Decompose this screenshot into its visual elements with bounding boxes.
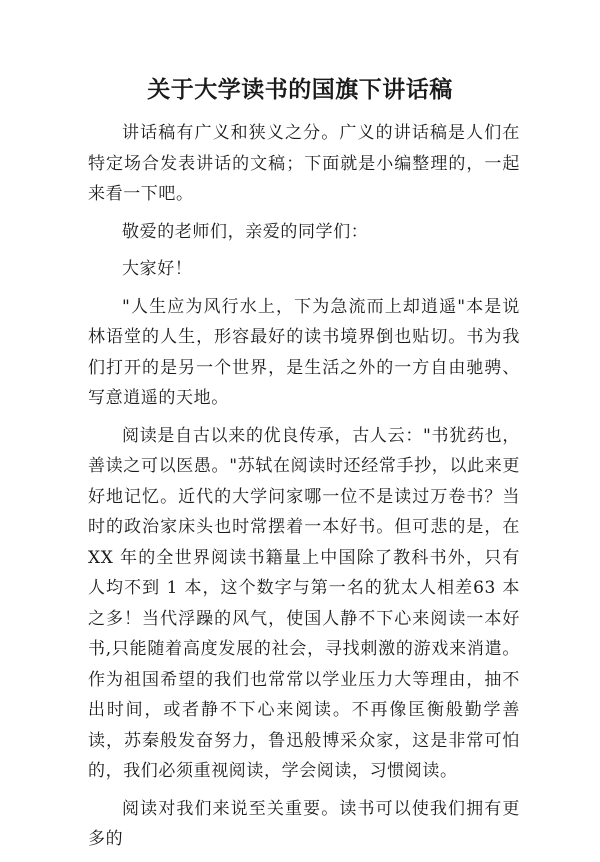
paragraph-greeting: 大家好！ (122, 259, 193, 279)
paragraph-reading-tradition: 阅读是自古以来的优良传承，古人云："书犹药也，善读之可以医愚。"苏轼在阅读时还经常手抄，以此来更好地记忆。近代的大学问家哪一位不是读过万卷书？当时的政治家床头也时常摆着一本好书。但可悲的是，在 XX 年的全世界阅读书籍量上中国除了教科书外，只有人均不到 1 本，这个数字与第一名的犹太人相差63 本之多！当代浮躁的风气，使国人静不下心来阅读一本好书,只能随着高度发展的社会，寻找刺激的游戏来消遣。作为祖国希望的我们也常常以学业压力大等理由，抽不出时间，或者静不下心来阅读。不再像匡衡般勤学善读，苏秦般发奋努力，鲁迅般博采众家，这是非常可怕的，我们必须重视阅读，学会阅读，习惯阅读。 (88, 425, 520, 781)
paragraph-reading-importance: 阅读对我们来说至关重要。读书可以使我们拥有更多的 (88, 798, 520, 849)
document-body (88, 118, 520, 862)
paragraph-salutation: 敬爱的老师们，亲爱的同学们： (122, 221, 369, 242)
document-title: 关于大学读书的国旗下讲话稿 (147, 76, 453, 103)
paragraph-quote: "人生应为风行水上，下为急流而上却逍遥"本是说林语堂的人生，形容最好的读书境界倒也贴切。书为我们打开的是另一个世界，是生活之外的一方自由驰骋、写意逍遥的天地。 (88, 296, 520, 408)
paragraph-intro: 讲话稿有广义和狭义之分。广义的讲话稿是人们在特定场合发表讲话的文稿；下面就是小编整理的，一起来看一下吧。 (88, 123, 520, 204)
